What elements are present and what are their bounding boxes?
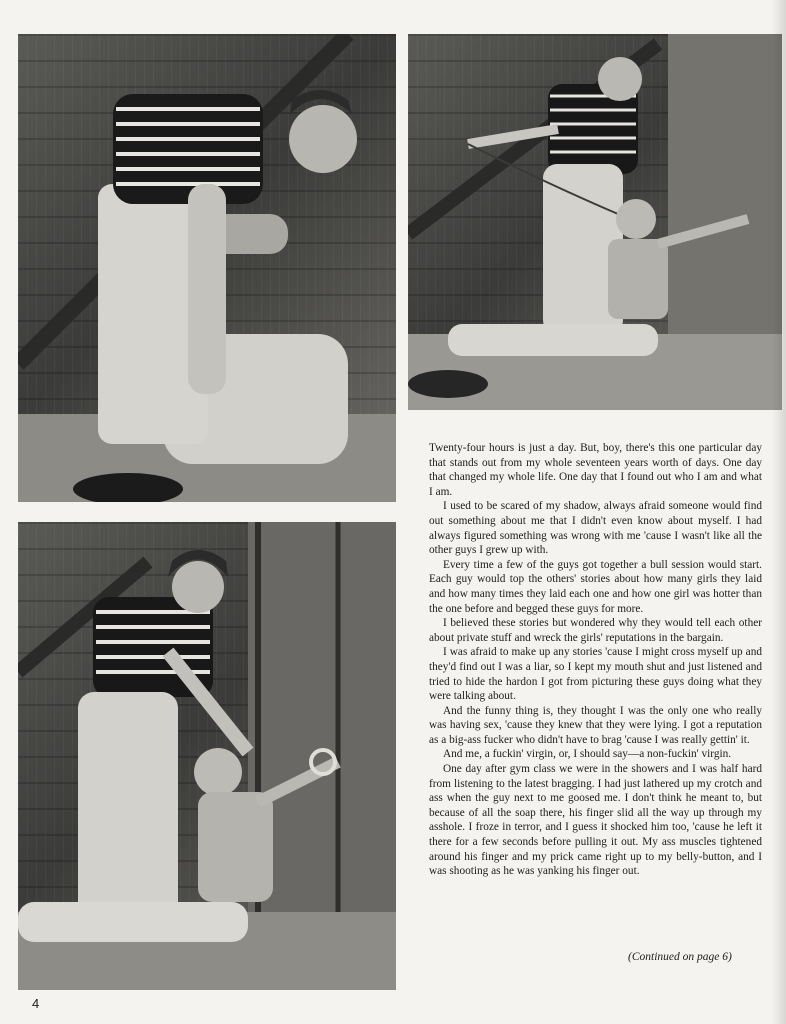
photo-tied-post-scene [18,522,396,990]
article-paragraph: And me, a fuckin' virgin, or, I should say—a non-fuckin' virgin. [443,748,732,761]
photo-rope-scene [408,34,782,410]
photo-tied-post-scene-art [18,522,396,990]
continued-notice: (Continued on page 6) [628,951,732,963]
page-number: 4 [32,996,40,1011]
article-paragraph: I used to be scared of my shadow, always afraid someone would find out something about me that I didn't even know about myself. I had always figured something was wrong with me 'cause I wasn't like all the other guys I grew up with. [429,500,762,557]
photo-kneeling-scene-art [18,34,396,502]
page-gutter-shadow [772,0,786,1024]
article-paragraph: I believed these stories but wondered why they would tell each other about private stuff and wreck the girls' reputations in the bargain. [429,617,762,644]
article-paragraph: Twenty-four hours is just a day. But, boy, there's this one particular day that stands out from my whole seventeen years worth of days. One day that changed my whole life. One day that I found out who I am and what I am. [429,442,762,498]
article-paragraph: One day after gym class we were in the showers and I was half hard from listening to the latest bragging. I had just lathered up my crotch and ass when the guy next to me goosed me. I don't think he meant to, but because of all the soap there, his finger slid all the way up through my asshole. I froze in terror, and I guess it shocked him too, 'cause he left it there for a few seconds before pulling it out. My ass muscles tightened around his finger and my prick came right up to my belly-button, and I was shooting as he was yanking his finger out. [429,763,762,878]
article-paragraph: I was afraid to make up any stories 'cause I might cross myself up and they'd find out I was a liar, so I kept my mouth shut and just listened and tried to hide the hardon I got from picturing these guys doing what they were talking about. [429,646,762,703]
photo-kneeling-scene [18,34,396,502]
article-paragraph: Every time a few of the guys got together a bull session would start. Each guy would top the others' stories about how many girls they laid and how many times they laid each one and how one girl was hotter than the one before and begged these guys for more. [429,558,762,615]
article-body [429,441,762,879]
article-paragraph: And the funny thing is, they thought I was the only one who really was having sex, 'cause they knew that they were lying. I got a reputation as a big-ass fucker who didn't have to brag 'cause I was really gettin' it. [429,704,762,746]
photo-rope-scene-art [408,34,782,410]
